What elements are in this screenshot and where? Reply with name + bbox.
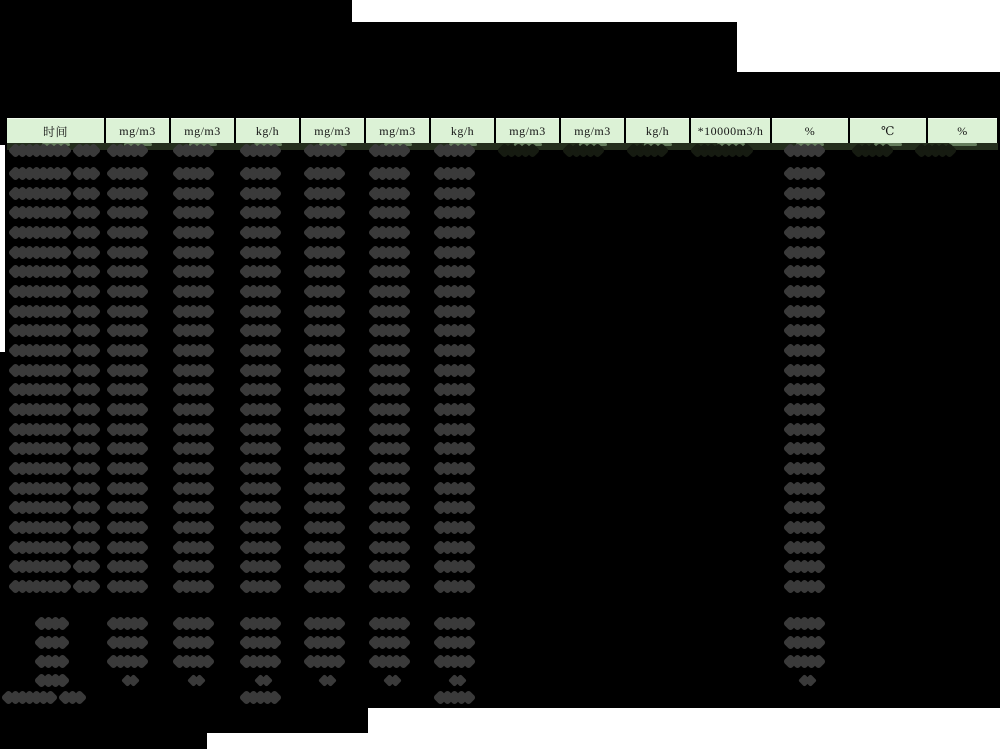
redacted-cell-blob xyxy=(785,441,824,457)
redacted-cell-blob xyxy=(785,284,824,300)
redacted-cell-blob xyxy=(564,142,603,158)
table-row xyxy=(0,557,1000,577)
redacted-cell-blob xyxy=(174,205,213,221)
redacted-cell-blob xyxy=(108,539,147,555)
redacted-time-blob xyxy=(10,539,99,555)
redacted-cell-blob xyxy=(108,323,147,339)
redacted-cell-blob xyxy=(370,578,409,594)
redacted-cell-blob xyxy=(241,185,280,201)
redacted-cell-blob xyxy=(305,205,344,221)
redacted-cell-blob xyxy=(370,166,409,182)
header-cell-13[interactable]: ℃ xyxy=(850,118,926,143)
redacted-cell-blob xyxy=(305,284,344,300)
redacted-cell-blob xyxy=(241,689,280,705)
redacted-cell-blob xyxy=(174,142,213,158)
header-cell-5[interactable]: mg/m3 xyxy=(301,118,364,143)
table-header-row xyxy=(7,118,997,143)
redacted-cell-blob xyxy=(435,323,474,339)
header-cell-1[interactable]: 时间 xyxy=(7,118,104,143)
redacted-cell-blob xyxy=(435,303,474,319)
redacted-cell-blob xyxy=(785,303,824,319)
redacted-cell-blob xyxy=(785,362,824,378)
redacted-cell-blob xyxy=(108,578,147,594)
redacted-cell-blob xyxy=(241,460,280,476)
redacted-cell-blob xyxy=(305,519,344,535)
redacted-cell-blob xyxy=(370,634,409,650)
table-row xyxy=(0,164,1000,184)
redacted-time-blob xyxy=(10,185,99,201)
redacted-cell-blob xyxy=(174,519,213,535)
redacted-cell-blob xyxy=(435,441,474,457)
redacted-cell-blob xyxy=(108,559,147,575)
redacted-cell-blob xyxy=(370,142,409,158)
redacted-cell-blob xyxy=(108,480,147,496)
table-row xyxy=(0,242,1000,262)
redacted-cell-blob xyxy=(435,362,474,378)
redacted-cell-blob xyxy=(108,519,147,535)
redacted-cell-blob xyxy=(385,672,400,688)
redacted-cell-blob xyxy=(785,343,824,359)
table-row xyxy=(0,360,1000,380)
redacted-cell-blob xyxy=(241,401,280,417)
redacted-cell-blob xyxy=(785,519,824,535)
table-row xyxy=(0,419,1000,439)
redacted-cell-blob xyxy=(174,634,213,650)
redacted-time-blob xyxy=(10,343,99,359)
redacted-cell-blob xyxy=(785,539,824,555)
redacted-cell-blob xyxy=(241,634,280,650)
redacted-cell-blob xyxy=(435,500,474,516)
redacted-cell-blob xyxy=(241,653,280,669)
redacted-cell-blob xyxy=(785,264,824,280)
redacted-cell-blob xyxy=(123,672,138,688)
redacted-cell-blob xyxy=(305,539,344,555)
redacted-cell-blob xyxy=(108,653,147,669)
redacted-cell-blob xyxy=(435,634,474,650)
redacted-cell-blob xyxy=(785,421,824,437)
redacted-cell-blob xyxy=(800,672,815,688)
table-row xyxy=(0,380,1000,400)
redacted-cell-blob xyxy=(370,264,409,280)
redacted-cell-blob xyxy=(174,615,213,631)
redacted-cell-blob xyxy=(435,225,474,241)
redacted-cell-blob xyxy=(435,142,474,158)
redacted-cell-blob xyxy=(174,441,213,457)
redacted-cell-blob xyxy=(435,382,474,398)
header-cell-8[interactable]: mg/m3 xyxy=(496,118,559,143)
redacted-cell-blob xyxy=(189,672,204,688)
redacted-cell-blob xyxy=(108,634,147,650)
redacted-cell-blob xyxy=(785,401,824,417)
redacted-cell-blob xyxy=(785,185,824,201)
redacted-cell-blob xyxy=(305,303,344,319)
redacted-cell-blob xyxy=(305,460,344,476)
redacted-cell-blob xyxy=(174,362,213,378)
redacted-cell-blob xyxy=(785,653,824,669)
redacted-cell-blob xyxy=(785,500,824,516)
redacted-time-blob xyxy=(10,578,99,594)
redacted-cell-blob xyxy=(435,559,474,575)
redacted-summary-label xyxy=(3,689,85,705)
redacted-cell-blob xyxy=(370,460,409,476)
table-row xyxy=(0,341,1000,361)
redacted-cell-blob xyxy=(108,343,147,359)
redacted-cell-blob xyxy=(785,166,824,182)
table-row xyxy=(0,223,1000,243)
redacted-cell-blob xyxy=(785,578,824,594)
redacted-time-blob xyxy=(10,500,99,516)
redacted-time-blob xyxy=(10,244,99,260)
redacted-cell-blob xyxy=(108,244,147,260)
table-row xyxy=(0,321,1000,341)
redacted-cell-blob xyxy=(241,559,280,575)
redacted-cell-blob xyxy=(370,519,409,535)
redacted-cell-blob xyxy=(435,653,474,669)
redacted-time-blob xyxy=(10,460,99,476)
redacted-time-blob xyxy=(10,480,99,496)
redacted-cell-blob xyxy=(305,166,344,182)
redacted-cell-blob xyxy=(305,362,344,378)
redacted-cell-blob xyxy=(241,441,280,457)
redacted-cell-blob xyxy=(370,205,409,221)
redacted-cell-blob xyxy=(305,441,344,457)
redacted-cell-blob xyxy=(174,421,213,437)
redacted-cell-blob xyxy=(108,205,147,221)
redacted-summary-label xyxy=(36,634,68,650)
redacted-cell-blob xyxy=(305,421,344,437)
header-cell-6[interactable]: mg/m3 xyxy=(366,118,429,143)
table-row xyxy=(0,203,1000,223)
table-row xyxy=(0,144,1000,164)
redacted-cell-blob xyxy=(108,460,147,476)
redacted-cell-blob xyxy=(435,689,474,705)
redacted-cell-blob xyxy=(785,244,824,260)
redacted-cell-blob xyxy=(241,362,280,378)
redacted-cell-blob xyxy=(370,615,409,631)
summary-row xyxy=(0,651,1000,671)
redacted-cell-blob xyxy=(174,185,213,201)
redacted-cell-blob xyxy=(916,142,955,158)
redacted-cell-blob xyxy=(305,343,344,359)
redacted-time-blob xyxy=(10,401,99,417)
paper-background-top xyxy=(352,0,1000,22)
redacted-cell-blob xyxy=(370,185,409,201)
redacted-cell-blob xyxy=(785,480,824,496)
redacted-cell-blob xyxy=(174,578,213,594)
redacted-cell-blob xyxy=(785,205,824,221)
summary-row xyxy=(0,632,1000,652)
redacted-cell-blob xyxy=(241,615,280,631)
redacted-cell-blob xyxy=(174,225,213,241)
redacted-time-blob xyxy=(10,441,99,457)
redacted-cell-blob xyxy=(108,441,147,457)
redacted-cell-blob xyxy=(174,166,213,182)
redacted-cell-blob xyxy=(174,559,213,575)
redacted-cell-blob xyxy=(241,284,280,300)
redacted-cell-blob xyxy=(108,264,147,280)
redacted-cell-blob xyxy=(108,185,147,201)
redacted-cell-blob xyxy=(853,142,892,158)
table-row xyxy=(0,399,1000,419)
redacted-cell-blob xyxy=(241,519,280,535)
redacted-cell-blob xyxy=(305,615,344,631)
redacted-cell-blob xyxy=(305,244,344,260)
redacted-summary-label xyxy=(36,672,68,688)
header-cell-7[interactable]: kg/h xyxy=(431,118,494,143)
redacted-cell-blob xyxy=(435,205,474,221)
redacted-time-blob xyxy=(10,323,99,339)
redacted-cell-blob xyxy=(241,205,280,221)
redacted-cell-blob xyxy=(241,166,280,182)
table-row xyxy=(0,262,1000,282)
redacted-cell-blob xyxy=(370,401,409,417)
redacted-cell-blob xyxy=(241,578,280,594)
redacted-time-blob xyxy=(10,382,99,398)
redacted-time-blob xyxy=(10,519,99,535)
redacted-cell-blob xyxy=(435,519,474,535)
redacted-cell-blob xyxy=(305,634,344,650)
redacted-time-blob xyxy=(10,142,99,158)
redacted-summary-label xyxy=(36,615,68,631)
redacted-cell-blob xyxy=(499,142,538,158)
header-cell-11[interactable]: *10000m3/h xyxy=(691,118,770,143)
redacted-cell-blob xyxy=(435,244,474,260)
redacted-cell-blob xyxy=(305,500,344,516)
redacted-time-blob xyxy=(10,264,99,280)
redacted-cell-blob xyxy=(305,185,344,201)
redacted-cell-blob xyxy=(435,185,474,201)
redacted-cell-blob xyxy=(108,401,147,417)
redacted-cell-blob xyxy=(241,303,280,319)
redacted-cell-blob xyxy=(435,539,474,555)
redacted-cell-blob xyxy=(108,382,147,398)
redacted-time-blob xyxy=(10,284,99,300)
redacted-cell-blob xyxy=(305,142,344,158)
redacted-cell-blob xyxy=(305,559,344,575)
redacted-summary-label xyxy=(36,653,68,669)
header-cell-12[interactable]: % xyxy=(772,118,848,143)
redacted-cell-blob xyxy=(108,615,147,631)
redacted-cell-blob xyxy=(785,382,824,398)
redacted-cell-blob xyxy=(256,672,271,688)
table-row xyxy=(0,478,1000,498)
redacted-cell-blob xyxy=(174,244,213,260)
redacted-cell-blob xyxy=(174,500,213,516)
redacted-time-blob xyxy=(10,205,99,221)
redacted-cell-blob xyxy=(370,539,409,555)
table-row xyxy=(0,282,1000,302)
summary-row xyxy=(0,687,1000,707)
redacted-cell-blob xyxy=(320,672,335,688)
redacted-cell-blob xyxy=(108,362,147,378)
redacted-cell-blob xyxy=(370,303,409,319)
redacted-cell-blob xyxy=(241,382,280,398)
redacted-cell-blob xyxy=(370,559,409,575)
redacted-cell-blob xyxy=(241,500,280,516)
redacted-cell-blob xyxy=(108,225,147,241)
redacted-cell-blob xyxy=(241,539,280,555)
redacted-time-blob xyxy=(10,362,99,378)
redacted-cell-blob xyxy=(241,323,280,339)
redacted-cell-blob xyxy=(174,653,213,669)
redacted-cell-blob xyxy=(435,615,474,631)
table-row xyxy=(0,517,1000,537)
header-cell-9[interactable]: mg/m3 xyxy=(561,118,624,143)
redacted-cell-blob xyxy=(435,166,474,182)
redacted-cell-blob xyxy=(174,401,213,417)
redacted-cell-blob xyxy=(785,225,824,241)
redacted-cell-blob xyxy=(241,480,280,496)
redacted-cell-blob xyxy=(370,653,409,669)
redacted-cell-blob xyxy=(305,578,344,594)
redacted-cell-blob xyxy=(174,303,213,319)
redacted-cell-blob xyxy=(435,401,474,417)
redacted-cell-blob xyxy=(174,382,213,398)
redacted-cell-blob xyxy=(305,225,344,241)
redacted-cell-blob xyxy=(370,480,409,496)
redacted-cell-blob xyxy=(305,653,344,669)
redacted-cell-blob xyxy=(174,284,213,300)
redacted-cell-blob xyxy=(174,343,213,359)
paper-background-bottom-right xyxy=(368,708,1000,749)
redacted-cell-blob xyxy=(370,343,409,359)
redacted-cell-blob xyxy=(785,142,824,158)
redacted-cell-blob xyxy=(174,539,213,555)
redacted-cell-blob xyxy=(785,634,824,650)
redacted-cell-blob xyxy=(370,323,409,339)
table-row xyxy=(0,537,1000,557)
redacted-cell-blob xyxy=(370,362,409,378)
redacted-cell-blob xyxy=(370,421,409,437)
header-cell-14[interactable]: % xyxy=(928,118,997,143)
redacted-cell-blob xyxy=(108,142,147,158)
redacted-time-blob xyxy=(10,303,99,319)
redacted-cell-blob xyxy=(785,460,824,476)
redacted-cell-blob xyxy=(370,244,409,260)
paper-background-top-right xyxy=(737,22,1000,72)
redacted-cell-blob xyxy=(174,323,213,339)
redacted-cell-blob xyxy=(370,225,409,241)
redacted-cell-blob xyxy=(785,323,824,339)
table-row xyxy=(0,439,1000,459)
redacted-cell-blob xyxy=(435,284,474,300)
redacted-cell-blob xyxy=(108,284,147,300)
redacted-cell-blob xyxy=(108,166,147,182)
redacted-cell-blob xyxy=(370,382,409,398)
header-cell-10[interactable]: kg/h xyxy=(626,118,689,143)
redacted-cell-blob xyxy=(450,672,465,688)
redacted-cell-blob xyxy=(241,421,280,437)
redacted-cell-blob xyxy=(241,264,280,280)
redacted-time-blob xyxy=(10,421,99,437)
redacted-cell-blob xyxy=(785,615,824,631)
redacted-cell-blob xyxy=(435,264,474,280)
redacted-cell-blob xyxy=(785,559,824,575)
redacted-cell-blob xyxy=(174,460,213,476)
redacted-cell-blob xyxy=(174,480,213,496)
header-cell-2[interactable]: mg/m3 xyxy=(106,118,169,143)
redacted-cell-blob xyxy=(370,441,409,457)
table-row xyxy=(0,458,1000,478)
redacted-cell-blob xyxy=(108,421,147,437)
redacted-cell-blob xyxy=(692,142,752,158)
redacted-cell-blob xyxy=(241,225,280,241)
summary-row xyxy=(0,613,1000,633)
redacted-cell-blob xyxy=(628,142,667,158)
redacted-cell-blob xyxy=(305,323,344,339)
redacted-cell-blob xyxy=(305,264,344,280)
redacted-cell-blob xyxy=(108,500,147,516)
redacted-cell-blob xyxy=(370,500,409,516)
redacted-cell-blob xyxy=(241,244,280,260)
table-row xyxy=(0,498,1000,518)
redacted-cell-blob xyxy=(241,142,280,158)
redacted-cell-blob xyxy=(174,264,213,280)
table-row xyxy=(0,301,1000,321)
redacted-cell-blob xyxy=(305,401,344,417)
table-row xyxy=(0,576,1000,596)
redacted-cell-blob xyxy=(305,382,344,398)
redacted-cell-blob xyxy=(305,480,344,496)
redacted-cell-blob xyxy=(241,343,280,359)
redacted-time-blob xyxy=(10,559,99,575)
redacted-time-blob xyxy=(10,225,99,241)
header-cell-4[interactable]: kg/h xyxy=(236,118,299,143)
redacted-cell-blob xyxy=(435,480,474,496)
paper-background-bottom-middle xyxy=(207,733,368,749)
redacted-cell-blob xyxy=(435,421,474,437)
redacted-cell-blob xyxy=(108,303,147,319)
redacted-cell-blob xyxy=(435,460,474,476)
header-cell-3[interactable]: mg/m3 xyxy=(171,118,234,143)
redacted-cell-blob xyxy=(370,284,409,300)
redacted-time-blob xyxy=(10,166,99,182)
redacted-cell-blob xyxy=(435,578,474,594)
redacted-cell-blob xyxy=(435,343,474,359)
table-row xyxy=(0,183,1000,203)
